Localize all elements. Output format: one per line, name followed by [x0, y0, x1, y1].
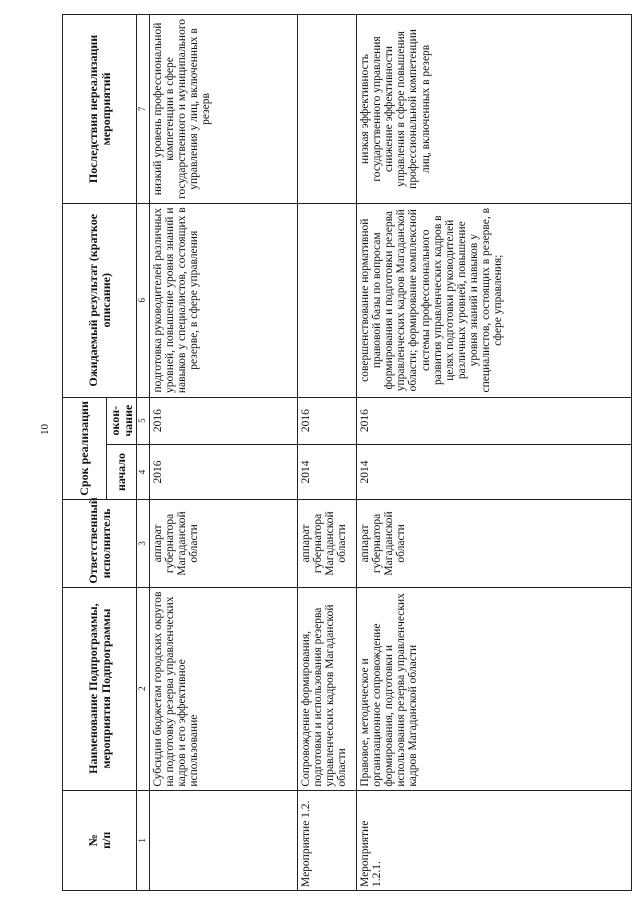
- table-row: [150, 15, 298, 891]
- header-number: № п/п: [63, 790, 137, 890]
- column-number-row: [137, 15, 150, 891]
- row-result: [298, 203, 357, 397]
- column-number: 2: [137, 587, 150, 790]
- header-name: Наименование Подпрограммы, мероприятия Подпрограммы: [63, 587, 137, 790]
- row-end: 2016: [298, 397, 357, 444]
- row-name: Правовое, методическое и организационное сопровождение формирования, подготовки и использования резерва управленческих кадров Магаданской области: [357, 587, 632, 790]
- row-executor: аппарат губернатора Магаданской области: [357, 500, 632, 587]
- program-table-sheet: [62, 14, 632, 891]
- header-result: Ожидаемый результат (краткое описание): [63, 203, 137, 397]
- header-executor: Ответственный исполнитель: [63, 500, 137, 587]
- row-id: [150, 790, 298, 890]
- header-end: окон- чание: [107, 397, 137, 444]
- row-start: 2016: [150, 444, 298, 499]
- page-number: 10: [39, 424, 51, 435]
- row-id: Мероприятие 1.2.1.: [357, 790, 632, 890]
- column-number: 7: [137, 15, 150, 204]
- row-name: Сопровождение формирования, подготовки и использования резерва управленческих кадров Магаданской области: [298, 587, 357, 790]
- table-row: [357, 15, 632, 891]
- row-consequence: низкий уровень профессиональной компетенции в сфере государственного и муниципального управления у лиц, включенных в резерв: [150, 15, 298, 204]
- row-id: Мероприятие 1.2.: [298, 790, 357, 890]
- row-end: 2016: [150, 397, 298, 444]
- row-name: Субсидии бюджетам городских округов на подготовку резерва управленческих кадров и его эффективное использование: [150, 587, 298, 790]
- program-table: [62, 14, 632, 891]
- row-start: 2014: [357, 444, 632, 499]
- column-number: 5: [137, 397, 150, 444]
- header-consequence: Последствия нереализации мероприятий: [63, 15, 137, 204]
- row-executor: аппарат губернатора Магаданской области: [150, 500, 298, 587]
- column-number: 1: [137, 790, 150, 890]
- row-start: 2014: [298, 444, 357, 499]
- table-row: [298, 15, 357, 891]
- row-consequence: [298, 15, 357, 204]
- row-executor: аппарат губернатора Магаданской области: [298, 500, 357, 587]
- column-number: 6: [137, 203, 150, 397]
- column-number: 3: [137, 500, 150, 587]
- header-period: Срок реализации: [63, 397, 107, 500]
- row-result: подготовка руководителей различных уровней, повышение уровня знаний и навыков у специалистов, состоящих в резерве, в сфере управления: [150, 203, 298, 397]
- header-start: начало: [107, 444, 137, 499]
- column-number: 4: [137, 444, 150, 499]
- row-result: совершенствование нормативной правовой базы по вопросам формирования и подготовки резерва управленческих кадров Магаданской области; формирование комплексной системы профессионального развития управленческих кадров в целях подготовки руководителей различных уровней, повышение уровня знаний и навыков у специалистов, состоящих в резерве, в сфере управления;: [357, 203, 632, 397]
- row-consequence: низкая эффективность государственного управления снижение эффективности управления в сфере повышения профессиональной компетенции лиц, включенных в резерв: [357, 15, 632, 204]
- row-end: 2016: [357, 397, 632, 444]
